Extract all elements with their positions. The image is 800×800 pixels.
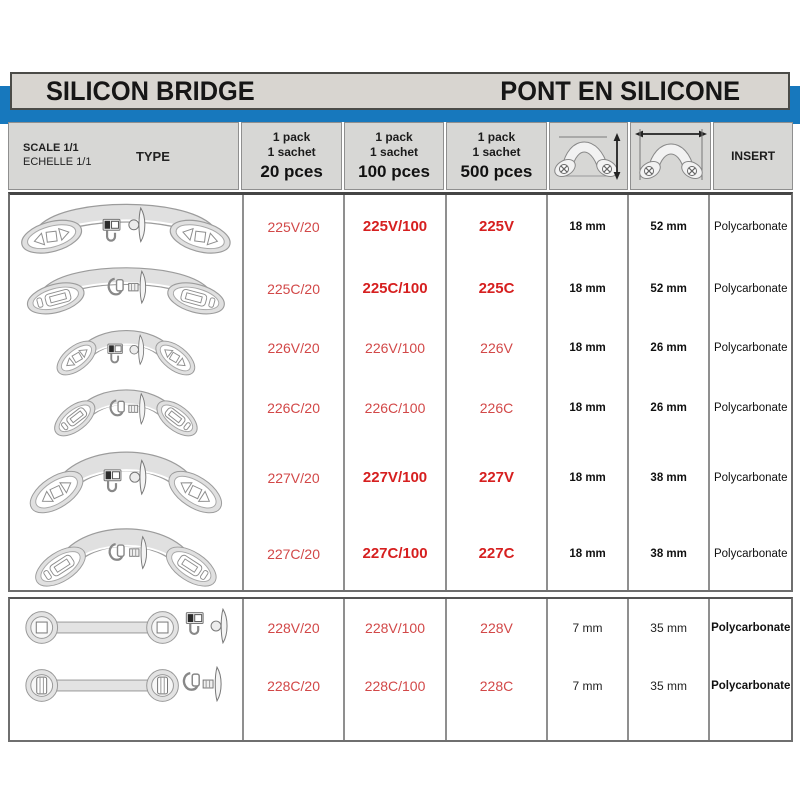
insert-column	[710, 195, 791, 590]
ref-cell: 226V	[480, 340, 513, 357]
ref-cell: 228C	[479, 678, 514, 694]
ref-cell: 225V/20	[267, 218, 320, 235]
table-section-main	[8, 192, 793, 592]
page-title-fr: PONT EN SILICONE	[500, 75, 740, 106]
insert-cell: Polycarbonate	[713, 342, 788, 355]
ref-cell: 225V	[478, 218, 515, 236]
ref-cell: 228C/20	[267, 678, 320, 694]
ref-cell: 227C	[478, 545, 515, 563]
ref-cell: 226C/100	[364, 399, 426, 416]
insert-cell: Polycarbonate	[713, 401, 788, 414]
pack20-line3: 20 pces	[260, 162, 323, 181]
insert-column-label: INSERT	[731, 149, 776, 163]
type-drawings-column	[10, 195, 244, 590]
height-cell: 18 mm	[569, 401, 606, 414]
ref-cell: 227V/100	[362, 469, 428, 487]
insert-cell: Polycarbonate	[711, 680, 791, 692]
height-cell: 18 mm	[569, 282, 606, 295]
drawing-225C	[10, 259, 242, 319]
ref-cell: 226C	[479, 399, 514, 416]
drawing-227C	[10, 517, 242, 590]
insert-cell: Polycarbonate	[711, 622, 791, 634]
table-header-row	[8, 122, 793, 190]
ref-cell: 226V/20	[267, 340, 320, 357]
bridge-height-dimension-icon	[551, 124, 626, 189]
pack100-line3: 100 pces	[358, 162, 430, 181]
pack500-line2: 1 sachet	[472, 145, 521, 159]
ref-cell: 226V/100	[365, 340, 425, 357]
pack100-column-2	[345, 599, 446, 740]
drawing-225V	[10, 195, 242, 259]
title-band	[10, 72, 790, 110]
height-cell: 18 mm	[569, 547, 606, 560]
header-cell-width	[630, 122, 711, 190]
ref-cell: 225C	[478, 280, 515, 298]
ref-cell: 226C/20	[267, 399, 320, 416]
scale-label	[23, 142, 91, 170]
height-cell: 18 mm	[569, 220, 606, 233]
pack500-line3: 500 pces	[460, 162, 533, 181]
pack20-column-2	[244, 599, 345, 740]
drawing-226C	[10, 378, 242, 439]
width-cell: 26 mm	[650, 342, 687, 355]
ref-cell: 228C/100	[364, 678, 426, 694]
pack500-column-2	[447, 599, 548, 740]
pack20-column	[244, 195, 345, 590]
scale-line2: ECHELLE 1/1	[23, 156, 92, 168]
table-section-bar-bridges	[8, 597, 793, 742]
width-cell: 35 mm	[650, 621, 687, 635]
ref-cell: 225V/100	[362, 218, 428, 236]
drawing-226V	[10, 319, 242, 378]
header-cell-insert	[713, 122, 793, 190]
insert-cell: Polycarbonate	[713, 471, 788, 484]
ref-cell: 227V/20	[267, 469, 320, 486]
product-table	[8, 122, 793, 742]
drawing-228C	[10, 657, 242, 715]
pack500-column	[447, 195, 548, 590]
drawing-228V	[10, 599, 242, 657]
ref-cell: 228V	[480, 620, 513, 636]
ref-cell: 225C/20	[267, 280, 320, 297]
width-cell: 38 mm	[650, 547, 687, 560]
bridge-width-dimension-icon	[633, 124, 709, 189]
insert-column-2	[710, 599, 791, 740]
ref-cell: 225C/100	[362, 280, 428, 298]
width-cell: 26 mm	[650, 401, 687, 414]
type-column-label: TYPE	[135, 148, 170, 164]
height-cell: 7 mm	[572, 679, 603, 693]
header-cell-pack20	[241, 122, 341, 190]
pack500-line1: 1 pack	[477, 130, 516, 144]
drawing-227V	[10, 439, 242, 517]
width-cell: 35 mm	[650, 679, 687, 693]
height-column	[548, 195, 629, 590]
pack100-line2: 1 sachet	[370, 145, 419, 159]
width-cell: 52 mm	[650, 220, 687, 233]
height-cell: 18 mm	[569, 342, 606, 355]
insert-cell: Polycarbonate	[713, 220, 788, 233]
type-drawings-column-2	[10, 599, 244, 740]
height-cell: 7 mm	[572, 621, 603, 635]
scale-line1: SCALE 1/1	[23, 142, 79, 155]
pack20-line2: 1 sachet	[267, 145, 316, 159]
page-title-en: SILICON BRIDGE	[46, 75, 255, 106]
width-column	[629, 195, 711, 590]
width-column-2	[629, 599, 711, 740]
ref-cell: 227C/20	[267, 545, 320, 562]
ref-cell: 228V/100	[365, 620, 425, 636]
header-cell-height	[549, 122, 629, 190]
pack100-line1: 1 pack	[375, 130, 413, 144]
ref-cell: 227C/100	[362, 545, 428, 563]
header-cell-pack100	[344, 122, 444, 190]
ref-cell: 228V/20	[267, 620, 320, 636]
pack20-line1: 1 pack	[272, 130, 311, 144]
width-cell: 38 mm	[650, 471, 687, 484]
pack100-column	[345, 195, 446, 590]
header-cell-pack500	[446, 122, 546, 190]
insert-cell: Polycarbonate	[713, 547, 788, 560]
height-column-2	[548, 599, 629, 740]
header-cell-type	[8, 122, 239, 190]
ref-cell: 227V	[478, 469, 515, 487]
height-cell: 18 mm	[569, 471, 606, 484]
insert-cell: Polycarbonate	[713, 282, 788, 295]
width-cell: 52 mm	[650, 282, 687, 295]
